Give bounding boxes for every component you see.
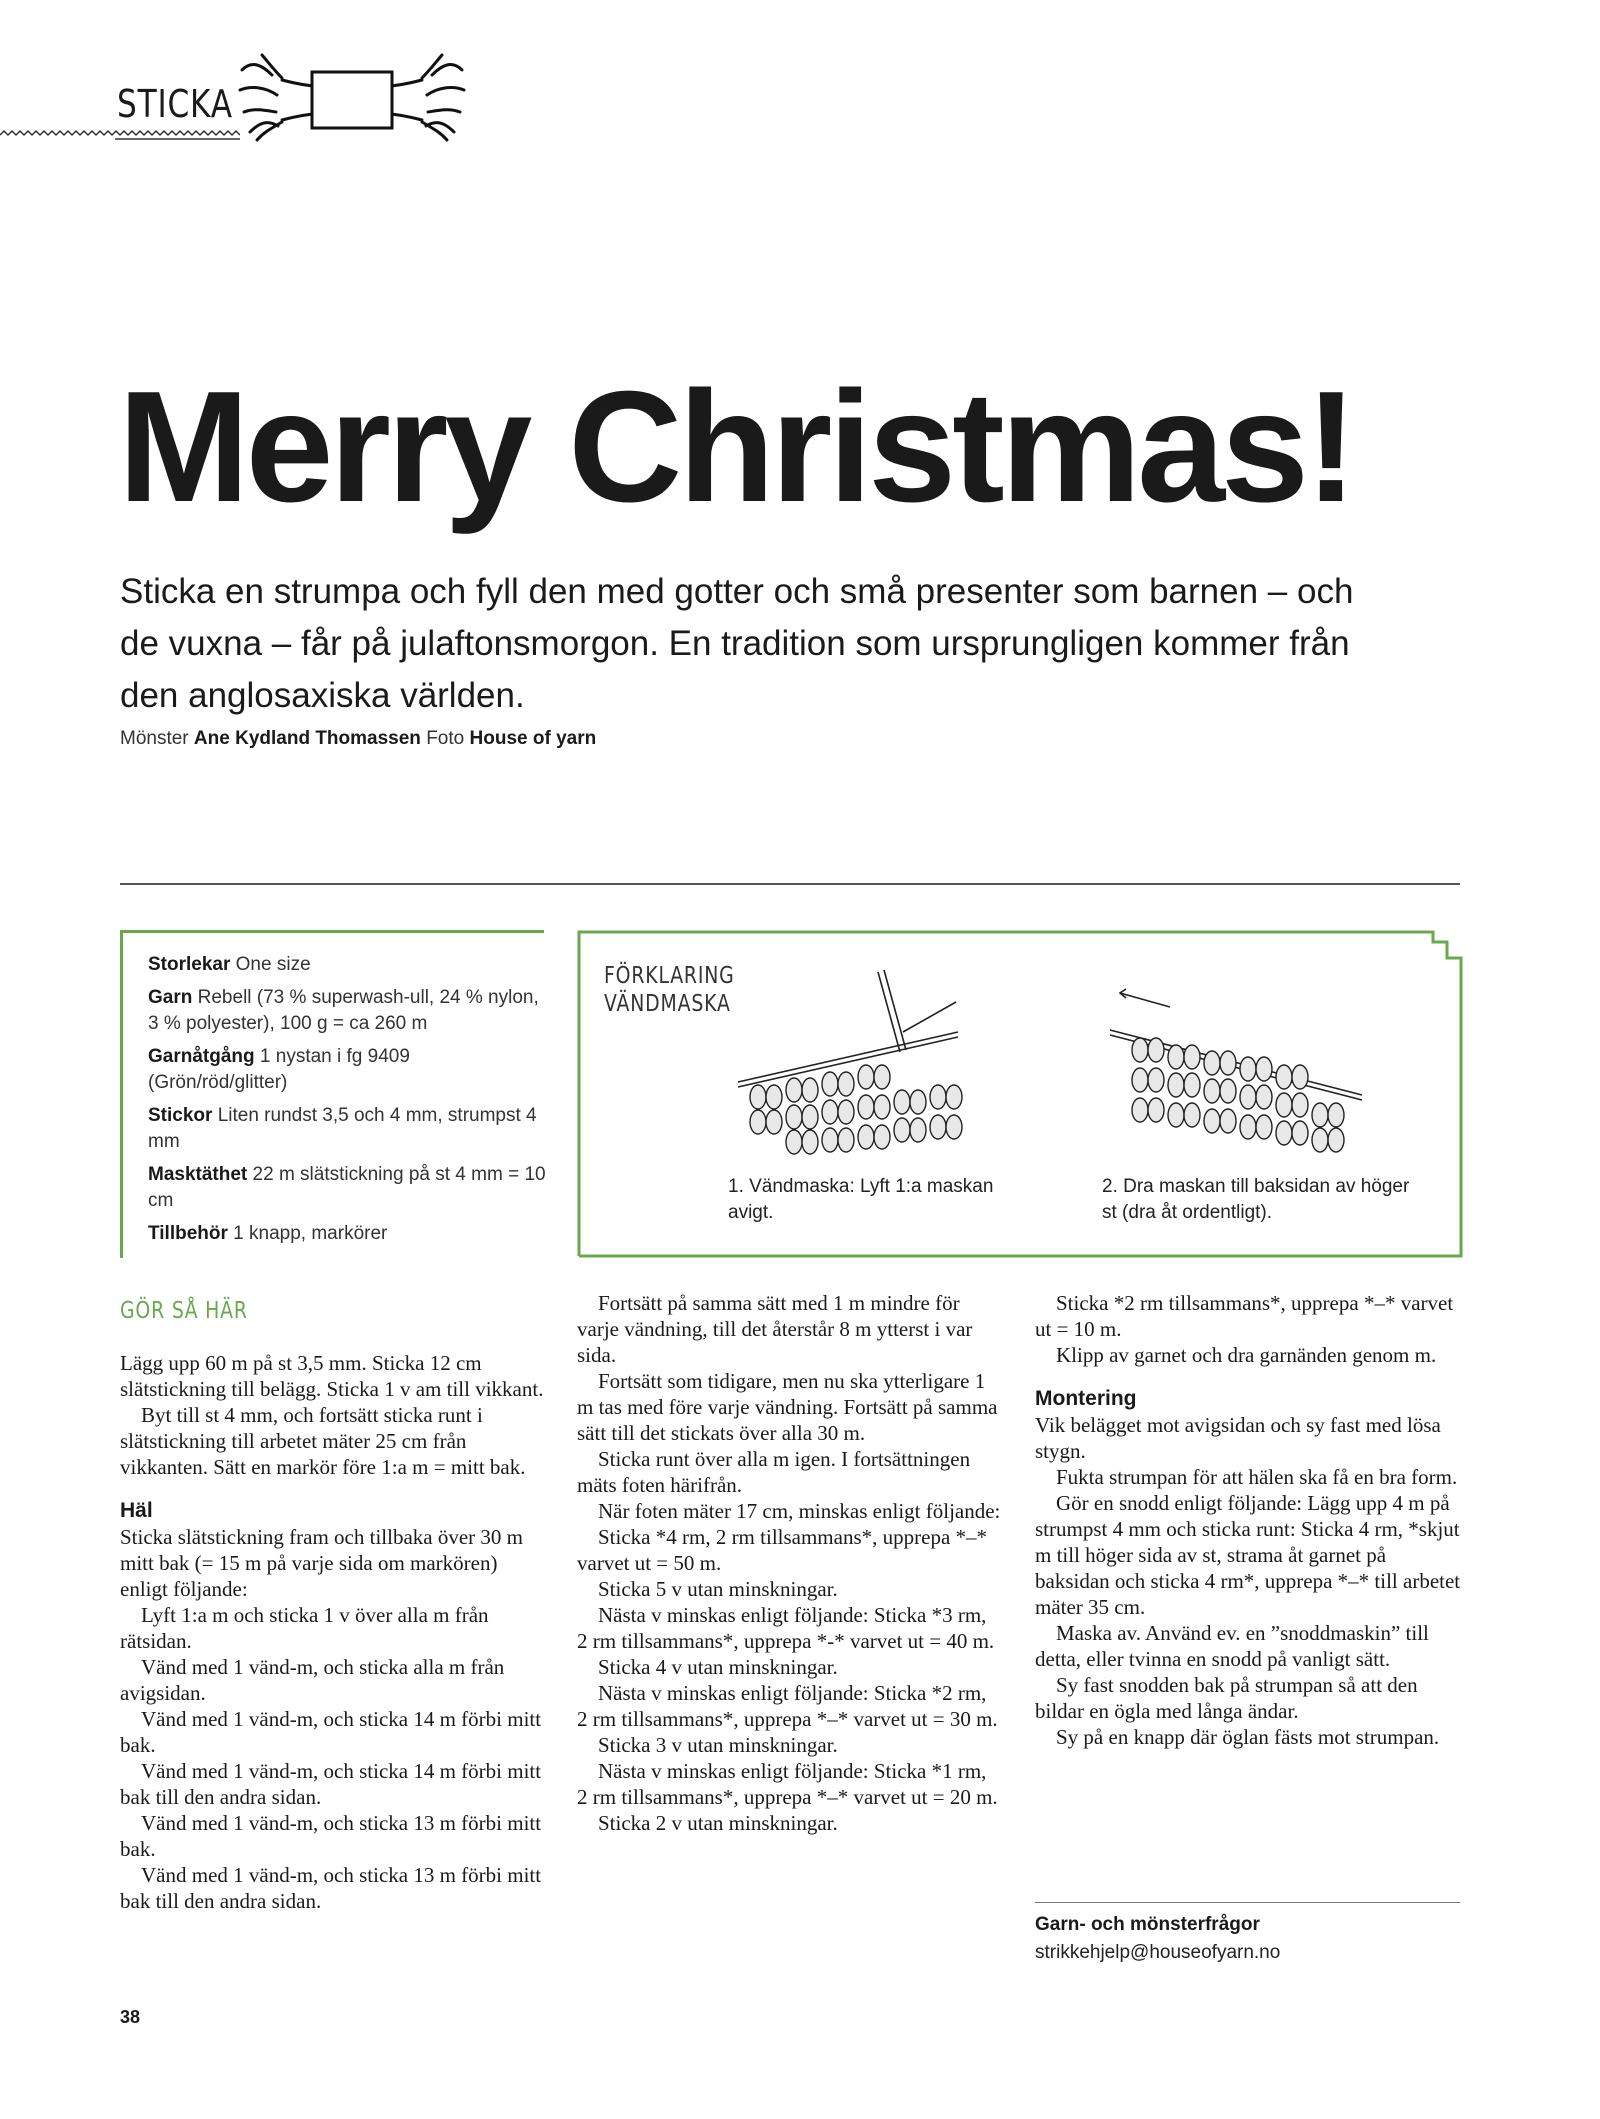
diagram-caption-1: 1. Vändmaska: Lyft 1:a maskan avigt. [728,1176,994,1223]
credits [120,728,596,750]
paragraph: Gör en snodd enligt följande: Lägg upp 4 m på strumpst 4 mm och sticka runt: Sticka 4 rm, *skjut m till höger sida av st, strama åt garnet på baksidan och sticka 4 rm*, upprepa *–* till arbetet mäter 35 cm. [1035,1491,1461,1619]
paragraph: Sticka *4 rm, 2 rm tillsammans*, upprepa *–* varvet ut = 50 m. [577,1525,988,1575]
knitting-diagram-2 [1100,985,1368,1157]
spec-item: Garn Rebell (73 % superwash-ull, 24 % nylon, 3 % polyester), 100 g = ca 260 m [148,987,539,1034]
paragraph: Nästa v minskas enligt följande: Sticka *3 rm, 2 rm tillsammans*, upprepa *-* varvet ut = 40 m. [577,1603,995,1653]
specs-list [148,952,548,1254]
column-1 [120,1350,545,1914]
explanation-title: FÖRKLARING VÄNDMASKA [604,963,735,1017]
paragraph: Nästa v minskas enligt följande: Sticka *2 rm, 2 rm tillsammans*, upprepa *–* varvet ut = 30 m. [577,1681,998,1731]
zigzag-divider [0,128,240,142]
spec-item: Storlekar One size [148,954,311,975]
paragraph: Vänd med 1 vänd-m, och sticka 13 m förbi mitt bak till den andra sidan. [120,1863,542,1913]
credit-photo-label: Foto [426,728,465,749]
paragraph: Fortsätt på samma sätt med 1 m mindre för varje vändning, till det återstår 8 m ytterst i var sida. [577,1291,973,1367]
spec-item: Tillbehör 1 knapp, markörer [148,1223,388,1244]
instructions-heading: GÖR SÅ HÄR [120,1298,248,1324]
spec-item: Masktäthet 22 m slätstickning på st 4 mm = 10 cm [148,1164,546,1211]
paragraph: Vänd med 1 vänd-m, och sticka 14 m förbi mitt bak till den andra sidan. [120,1759,542,1809]
horizontal-rule [120,883,1460,885]
lead-paragraph: Sticka en strumpa och fyll den med gotter och små presenter som barnen – och de vuxna – får på julaftonsmorgon. En tradition som ursprungligen kommer från den anglosaxiska världen. [120,572,1354,715]
paragraph: Nästa v minskas enligt följande: Sticka *1 rm, 2 rm tillsammans*, upprepa *–* varvet ut = 20 m. [577,1759,998,1809]
paragraph: När foten mäter 17 cm, minskas enligt följande: [598,1499,1001,1523]
contact-email[interactable]: strikkehjelp@houseofyarn.no [1035,1942,1281,1963]
page-title: Merry Christmas! [118,359,1354,535]
spec-item: Garnåtgång 1 nystan i fg 9409 (Grön/röd/glitter) [148,1046,410,1093]
column-2 [577,1290,1002,1836]
paragraph: Vänd med 1 vänd-m, och sticka 14 m förbi mitt bak. [120,1707,542,1757]
paragraph: Sticka 4 v utan minskningar. [598,1655,838,1679]
paragraph: Sticka runt över alla m igen. I fortsättningen mäts foten härifrån. [577,1447,971,1497]
knitting-diagram-1 [728,962,1008,1158]
subheading-hal: Häl [120,1499,153,1522]
paragraph: Byt till st 4 mm, och fortsätt sticka runt i slätstickning till arbetet mäter 25 cm från vikkanten. Sätt en markör före 1:a m = mitt bak. [120,1403,526,1479]
column-3 [1035,1290,1465,1750]
paragraph: Sticka slätstickning fram och tillbaka över 30 m mitt bak (= 15 m på varje sida om markören) enligt följande: [120,1525,523,1601]
paragraph: Lyft 1:a m och sticka 1 v över alla m från rätsidan. [120,1603,489,1653]
paragraph: Lägg upp 60 m på st 3,5 mm. Sticka 12 cm slätstickning till belägg. Sticka 1 v am till vikkant. [120,1351,544,1401]
credit-pattern-name: Ane Kydland Thomassen [193,728,421,749]
credit-pattern-label: Mönster [120,728,189,749]
page-number: 38 [120,2007,141,2027]
paragraph: Vänd med 1 vänd-m, och sticka 13 m förbi mitt bak. [120,1811,542,1861]
section-label: STICKA [117,82,233,126]
subheading-montering: Montering [1035,1387,1137,1410]
contact-title: Garn- och mönsterfrågor [1035,1914,1260,1935]
paragraph: Klipp av garnet och dra garnänden genom m. [1056,1343,1437,1367]
paragraph: Fukta strumpan för att hälen ska få en bra form. [1056,1465,1458,1489]
diagram-caption-2: 2. Dra maskan till baksidan av höger st (dra åt ordentligt). [1102,1176,1410,1223]
paragraph: Vik belägget mot avigsidan och sy fast med lösa stygn. [1035,1413,1441,1463]
paragraph: Sy på en knapp där öglan fästs mot strumpan. [1056,1725,1440,1749]
paragraph: Sticka 5 v utan minskningar. [598,1577,838,1601]
paragraph: Sticka 2 v utan minskningar. [598,1811,838,1835]
paragraph: Maska av. Använd ev. en ”snoddmaskin” till detta, eller tvinna en snodd på vanligt sätt. [1035,1621,1429,1671]
paragraph: Vänd med 1 vänd-m, och sticka alla m från avigsidan. [120,1655,505,1705]
paragraph: Fortsätt som tidigare, men nu ska ytterligare 1 m tas med före varje vändning. Fortsätt på samma sätt till det stickats över alla 30 m. [577,1369,998,1445]
contact-divider [1035,1902,1460,1903]
paragraph: Sticka *2 rm tillsammans*, upprepa *–* varvet ut = 10 m. [1035,1291,1454,1341]
spec-item: Stickor Liten rundst 3,5 och 4 mm, strumpst 4 mm [148,1105,537,1152]
paragraph: Sy fast snodden bak på strumpan så att den bildar en ögla med långa ändar. [1035,1673,1418,1723]
yarn-skein-icon [232,40,472,150]
credit-photo-name: House of yarn [469,728,597,749]
paragraph: Sticka 3 v utan minskningar. [598,1733,838,1757]
